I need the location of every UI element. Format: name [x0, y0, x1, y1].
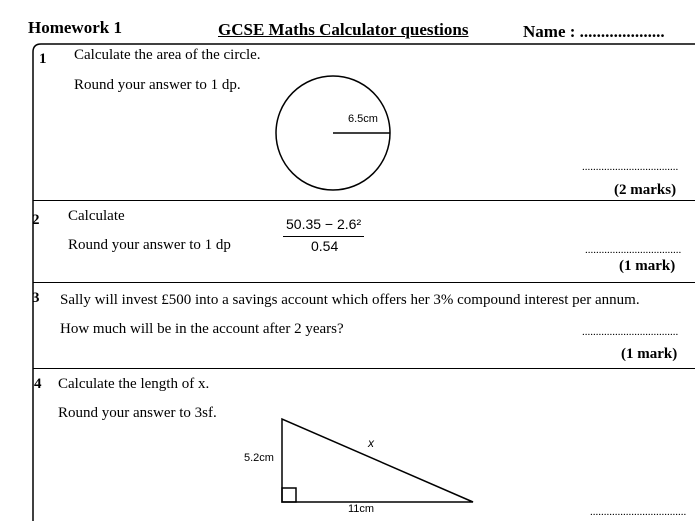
triangle-diagram [276, 414, 481, 509]
homework-title: Homework 1 [28, 18, 122, 37]
worksheet-title: GCSE Maths Calculator questions [218, 20, 469, 39]
question-instruction: How much will be in the account after 2 years? [60, 321, 344, 337]
right-triangle [282, 419, 473, 502]
right-angle-marker [282, 488, 296, 502]
marks-label: (2 marks) [614, 182, 677, 198]
radius-label: 6.5cm [348, 113, 378, 125]
marks-label: (1 mark) [621, 346, 678, 362]
name-field: Name : .................... [523, 22, 665, 41]
fraction-numerator: 50.35 − 2.6² [286, 216, 362, 232]
answer-line: ................................... [582, 161, 679, 173]
fraction-denominator: 0.54 [311, 238, 339, 254]
circle-diagram [272, 72, 396, 196]
base-label: 11cm [348, 503, 375, 515]
question-instruction: Round your answer to 3sf. [58, 405, 217, 421]
question-text: Calculate [68, 208, 125, 224]
answer-line: ................................... [585, 244, 682, 256]
answer-line: ................................... [582, 326, 679, 338]
question-instruction: Round your answer to 1 dp. [74, 77, 241, 93]
divider [33, 200, 695, 201]
marks-label: (1 mark) [619, 258, 676, 274]
question-number: 2 [32, 212, 40, 228]
question-number: 3 [32, 290, 40, 306]
divider [33, 282, 695, 283]
question-text: Calculate the length of x. [58, 376, 210, 392]
answer-line: ................................... [590, 506, 687, 518]
question-number: 4 [34, 376, 42, 392]
question-text: Calculate the area of the circle. [74, 47, 261, 63]
height-label: 5.2cm [244, 452, 274, 464]
question-number: 1 [39, 51, 47, 67]
hypotenuse-label: x [368, 436, 374, 450]
question-text: Sally will invest £500 into a savings account which offers her 3% compound interest per annum. [60, 292, 640, 308]
divider [33, 368, 695, 369]
fraction-bar [283, 236, 364, 237]
question-instruction: Round your answer to 1 dp [68, 237, 231, 253]
